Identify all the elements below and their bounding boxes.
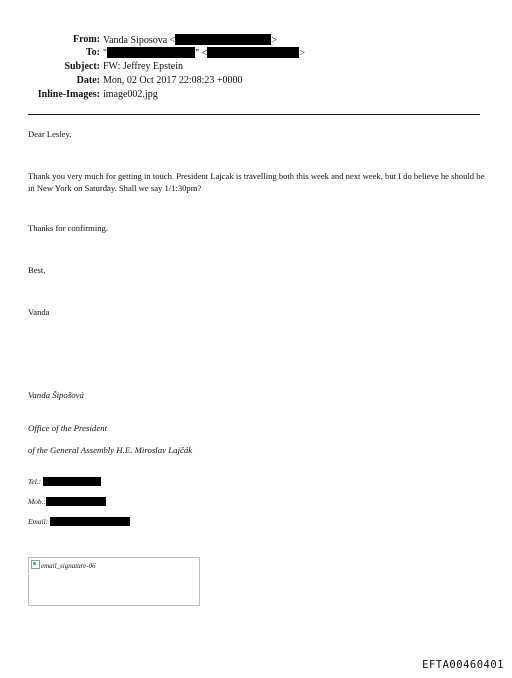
redaction-bar — [107, 47, 195, 58]
sender-name: Vanda — [28, 307, 50, 317]
redaction-bar — [207, 47, 299, 58]
email-row — [28, 517, 130, 527]
body-paragraph-2: Thanks for confirming. — [28, 223, 108, 233]
tel-label: Tel.: — [28, 477, 42, 486]
broken-image-label — [31, 560, 96, 570]
to-value — [103, 47, 305, 60]
from-label: From: — [72, 34, 100, 45]
to-mid: " < — [195, 48, 208, 59]
inline-images-value: image002.jpg — [103, 89, 158, 100]
document-id: EFTA00460401 — [422, 659, 504, 671]
header-divider — [28, 114, 480, 115]
signature-assembly: of the General Assembly H.E. Miroslav Lajčák — [28, 445, 193, 455]
redaction-bar — [50, 517, 130, 526]
from-value — [103, 34, 277, 47]
redaction-bar — [175, 34, 271, 45]
redaction-bar — [46, 497, 106, 506]
tel-row — [28, 477, 101, 487]
email-label: Email: — [28, 517, 49, 526]
from-name: Vanda Siposova < — [103, 35, 176, 46]
date-label: Date: — [76, 75, 100, 86]
image-alt-text: email_signature-06 — [41, 562, 96, 570]
mob-label: Mob.: — [28, 497, 46, 506]
subject-value: FW: Jeffrey Epstein — [103, 61, 183, 72]
signature-office: Office of the President — [28, 423, 108, 433]
from-tail: > — [271, 35, 277, 46]
inline-images-label: Inline-Images: — [37, 89, 100, 100]
to-label: To: — [85, 47, 100, 58]
closing: Best, — [28, 265, 46, 275]
subject-label: Subject: — [64, 61, 100, 72]
broken-image-icon — [31, 560, 40, 569]
to-quote: " — [103, 48, 108, 59]
date-value: Mon, 02 Oct 2017 22:08:23 +0000 — [103, 75, 243, 86]
redaction-bar — [43, 477, 101, 486]
to-tail: > — [299, 48, 305, 59]
mob-row — [28, 497, 106, 507]
signature-image-placeholder — [28, 557, 200, 606]
signature-name: Vanda Šipošová — [28, 390, 84, 400]
greeting: Dear Lesley, — [28, 129, 72, 139]
body-paragraph-1: Thank you very much for getting in touch. President Lajcak is travelling both this week and next week, but I do believe he should be in New York on Saturday. Shall we say 1/1:30pm? — [28, 171, 485, 193]
